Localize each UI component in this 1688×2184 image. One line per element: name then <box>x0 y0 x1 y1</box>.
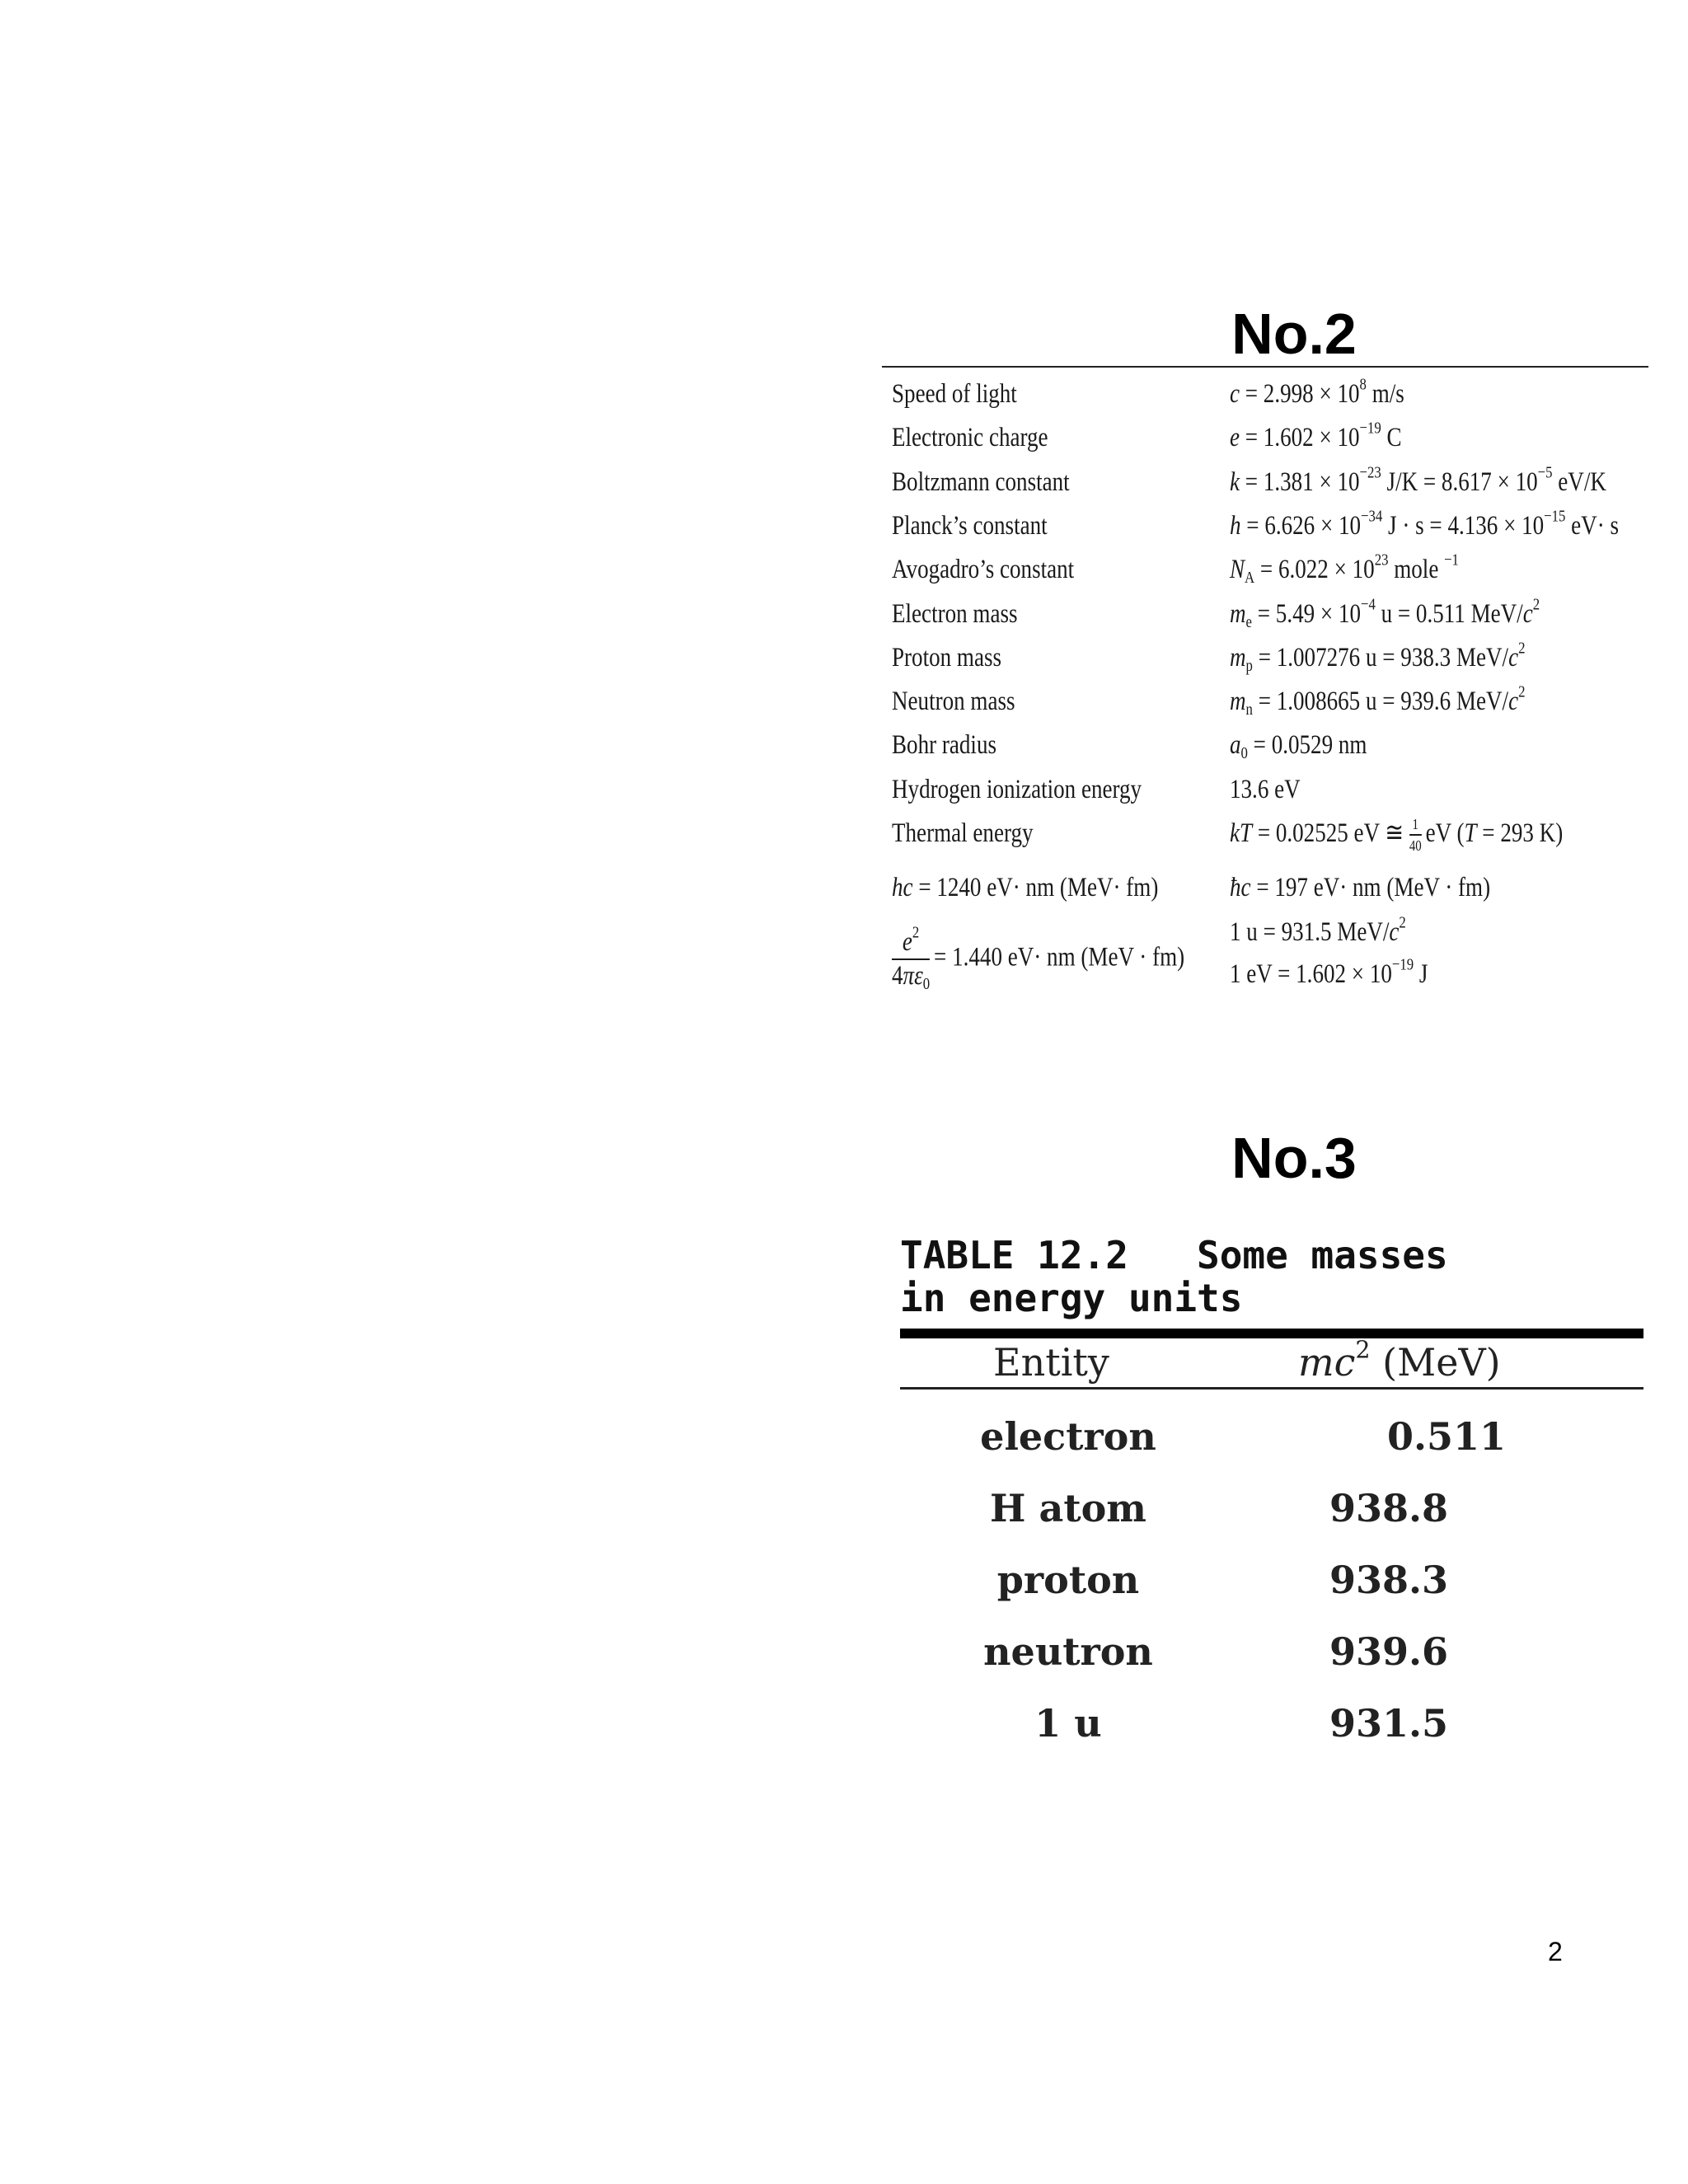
constant-row <box>892 592 1650 636</box>
page-number: 2 <box>1548 1937 1563 1966</box>
mass-table-header-rule <box>900 1387 1643 1390</box>
constant-name: Avogadro’s constant <box>892 555 1075 585</box>
constant-name: Neutron mass <box>892 687 1015 717</box>
mass-table-value: 939.6 <box>1329 1629 1449 1674</box>
mass-table-value: 938.8 <box>1329 1486 1449 1530</box>
conversion-left: $\frac{e^2}{4\pi\varepsilon_0}$ = 1.440 eV· nm (MeV · fm) <box>892 923 1185 994</box>
constant-name: Electronic charge <box>892 423 1048 453</box>
constant-name: Planck’s constant <box>892 510 1048 541</box>
constant-value: $m_n = 1.008665$ u = 939.6 MeV/$c^2$ <box>1230 682 1526 719</box>
section-heading-no2: No.2 <box>1231 302 1357 366</box>
mass-table-title <box>900 1234 1658 1319</box>
conversion-right: ħc = 197 eV· nm (MeV · fm) <box>1230 873 1491 902</box>
constant-name: Thermal energy <box>892 818 1034 848</box>
constant-value: $h = 6.626 \times 10^{-34}$ $J \cdot s = 4.136 \times 10^{-15}$ eV· s <box>1230 507 1620 541</box>
mass-table-entity: H atom <box>990 1486 1146 1530</box>
constant-value: $e = 1.602 \times 10^{-19}$ C <box>1230 419 1402 453</box>
constant-value: $a_0 = 0.0529$ nm <box>1230 730 1367 763</box>
mass-table-entity: proton <box>996 1558 1140 1602</box>
constant-name: Boltzmann constant <box>892 466 1070 497</box>
mass-table-value: 938.3 <box>1329 1558 1449 1602</box>
constant-row <box>892 504 1650 548</box>
conversion-left: hc = 1240 eV· nm (MeV· fm) <box>892 873 1159 902</box>
constant-row <box>892 767 1650 812</box>
constant-name: Hydrogen ionization energy <box>892 774 1142 804</box>
mass-table-title-line2: in energy units <box>900 1276 1243 1320</box>
conversion-right: 1 u = 931.5 MeV/$c^2$ <box>1230 913 1406 947</box>
constant-row <box>892 372 1650 416</box>
mass-table-title-line1: TABLE 12.2 Some masses <box>900 1233 1448 1277</box>
constant-row <box>892 460 1650 504</box>
constant-value: kT = 0.02525 eV ≅ $\frac{1}{40}$ eV (T = 293 K) <box>1230 816 1564 855</box>
constant-row <box>892 723 1650 767</box>
mass-table-header-energy: $mc^2$ (MeV) <box>1298 1336 1501 1385</box>
mass-table-header-entity: Entity <box>993 1340 1109 1385</box>
constant-row <box>892 635 1650 680</box>
constant-value: $k = 1.381 \times 10^{-23}$ $J/K = 8.617 \times 10^{-5}$ eV/K <box>1230 463 1606 497</box>
mass-table-entity: 1 u <box>1034 1701 1102 1746</box>
conversion-right: 1 eV = $1.602 \times 10^{-19}$ J <box>1230 955 1428 989</box>
mass-table-entity: neutron <box>983 1629 1153 1674</box>
constants-top-rule <box>882 366 1648 368</box>
constant-value: $N_A = 6.022 \times 10^{23}$ mole $^{-1}$ <box>1230 551 1459 588</box>
conversion-row <box>892 865 1650 910</box>
section-heading-no3: No.3 <box>1231 1126 1357 1190</box>
constant-row <box>892 415 1650 460</box>
constant-name: Proton mass <box>892 642 1002 673</box>
constant-row <box>892 547 1650 592</box>
mass-table-value: 0.511 <box>1387 1414 1507 1459</box>
constant-row <box>892 679 1650 724</box>
constant-name: Electron mass <box>892 598 1018 629</box>
mass-table-entity: electron <box>980 1414 1156 1459</box>
constant-name: Speed of light <box>892 379 1017 409</box>
constant-value: 13.6 eV <box>1230 774 1301 804</box>
constant-name: Bohr radius <box>892 730 997 761</box>
constant-value: $m_e = 5.49 \times 10^{-4}$ u = 0.511 MeV/$c^2$ <box>1230 595 1540 631</box>
mass-table-top-rule <box>900 1329 1643 1338</box>
mass-table-value: 931.5 <box>1329 1701 1449 1746</box>
constant-value: $c = 2.998 \times 10^8$ m/s <box>1230 375 1404 409</box>
constant-row <box>892 811 1650 855</box>
constant-value: $m_p = 1.007276$ u = 938.3 MeV/$c^2$ <box>1230 639 1526 675</box>
